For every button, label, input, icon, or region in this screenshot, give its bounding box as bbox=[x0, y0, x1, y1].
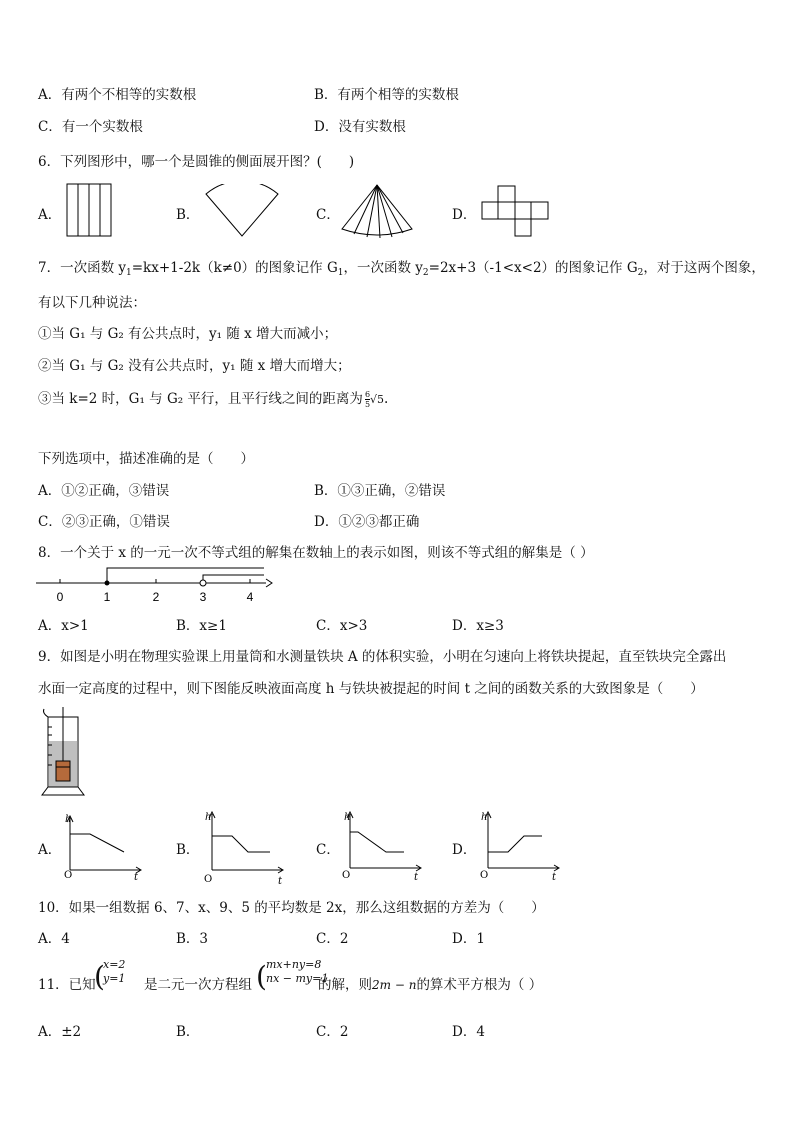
q9-cylinder-figure bbox=[38, 705, 88, 799]
q6-figure-sector bbox=[200, 184, 284, 240]
q5-option-a: A．有两个不相等的实数根 bbox=[38, 87, 197, 103]
q8-option-c: C．x>3 bbox=[316, 618, 368, 634]
q7-statement-3: ③当 k=2 时，G₁ 与 G₂ 平行，且平行线之间的距离为 $\frac{6}{5}$ √5. bbox=[38, 390, 389, 409]
q10-option-d: D．1 bbox=[452, 931, 485, 947]
q11-sol-x: x=2 bbox=[103, 958, 126, 971]
q7-statement-2: ②当 G₁ 与 G₂ 没有公共点时，y₁ 随 x 增大而增大； bbox=[38, 358, 351, 374]
q11-option-c: C．2 bbox=[316, 1024, 349, 1040]
q10-option-b: B．3 bbox=[176, 931, 209, 947]
q5-option-b: B．有两个相等的实数根 bbox=[314, 87, 459, 103]
q8-option-b: B．x≥1 bbox=[176, 618, 227, 634]
q7-option-b: B．①③正确，②错误 bbox=[314, 483, 446, 499]
q6-stem: 6．下列图形中，哪一个是圆锥的侧面展开图？( ) bbox=[38, 154, 355, 170]
q6-figure-cube-net bbox=[480, 184, 552, 238]
q9-c-origin: O bbox=[342, 870, 351, 881]
q9-option-b: B． bbox=[176, 842, 200, 858]
q5-option-d: D．没有实数根 bbox=[314, 119, 406, 135]
q9-d-axis-t: t bbox=[552, 872, 557, 882]
q11-option-d: D．4 bbox=[452, 1024, 485, 1040]
q8-option-a: A．x>1 bbox=[38, 618, 89, 634]
q9-a-origin: O bbox=[64, 870, 73, 881]
q9-stem-line2: 水面一定高度的过程中，则下图能反映液面高度 h 与铁块被提起的时间 t 之间的函数关系的大致图象是（ ） bbox=[38, 681, 704, 697]
q9-graph-d bbox=[476, 806, 564, 882]
q9-graph-b bbox=[200, 806, 290, 886]
q8-tick-0: 0 bbox=[56, 590, 64, 604]
q7-option-c: C．②③正确，①错误 bbox=[38, 514, 170, 530]
q9-option-d: D． bbox=[452, 842, 477, 858]
q8-option-d: D．x≥3 bbox=[452, 618, 504, 634]
q7-statement-1: ①当 G₁ 与 G₂ 有公共点时，y₁ 随 x 增大而减小； bbox=[38, 326, 338, 342]
q9-c-axis-t: t bbox=[414, 872, 419, 882]
q11-sol-y: y=1 bbox=[103, 972, 126, 985]
q9-graph-a bbox=[62, 810, 144, 882]
q11-eq-1: mx+ny=8 bbox=[266, 958, 322, 971]
q8-tick-3: 3 bbox=[199, 590, 207, 604]
q9-a-axis-h: h bbox=[65, 814, 72, 825]
q11-option-a: A．±2 bbox=[38, 1024, 82, 1040]
q7-stem-line1: 7．一次函数 $y_1=kx+1-2k(k\ne 0)$的图象记作 $G_1$，一次函数 $y_2=2x+3(-1<x<2)$的图象记作 $G_2$，对于这两个图象， bbox=[38, 260, 765, 278]
q8-number-line bbox=[34, 566, 274, 606]
q11-stem-mid: 是二元一次方程组 bbox=[144, 977, 252, 993]
q7-ask: 下列选项中，描述准确的是（ ） bbox=[38, 451, 254, 467]
q11-stem-pre: 11．已知 bbox=[38, 977, 96, 993]
q11-option-b: B． bbox=[176, 1024, 200, 1040]
q7-stem-line2: 有以下几种说法： bbox=[38, 295, 146, 311]
q9-d-axis-h: h bbox=[481, 812, 488, 823]
q6-figure-pyramid bbox=[340, 183, 416, 241]
q9-option-c: C． bbox=[316, 842, 340, 858]
q11-stem-post: 的解，则2m − n的算术平方根为（ ） bbox=[318, 977, 543, 993]
q9-c-axis-h: h bbox=[344, 812, 351, 823]
q9-b-origin: O bbox=[204, 874, 213, 885]
q8-stem: 8．一个关于 x 的一元一次不等式组的解集在数轴上的表示如图，则该不等式组的解集是（ ） bbox=[38, 545, 594, 561]
q6-option-b: B． bbox=[176, 207, 200, 223]
q6-option-a: A． bbox=[38, 207, 62, 223]
q6-option-c: C． bbox=[316, 207, 340, 223]
q9-b-axis-h: h bbox=[205, 812, 212, 823]
q9-d-origin: O bbox=[480, 870, 489, 881]
q9-b-axis-t: t bbox=[278, 876, 283, 886]
q11-system: ( mx+ny=8 nx − my=1 bbox=[256, 958, 329, 993]
q8-tick-1: 1 bbox=[103, 590, 111, 604]
q6-option-d: D． bbox=[452, 207, 477, 223]
q9-a-axis-t: t bbox=[134, 872, 139, 882]
q7-option-a: A．①②正确，③错误 bbox=[38, 483, 170, 499]
q8-tick-2: 2 bbox=[152, 590, 160, 604]
q6-figure-rectangles bbox=[66, 183, 114, 239]
q9-graph-c bbox=[340, 806, 426, 882]
q10-option-c: C．2 bbox=[316, 931, 349, 947]
q9-stem-line1: 9．如图是小明在物理实验课上用量筒和水测量铁块 A 的体积实验，小明在匀速向上将铁块提起，直至铁块完全露出 bbox=[38, 649, 727, 665]
q11-solution: ( x=2 y=1 bbox=[94, 958, 126, 993]
q10-option-a: A．4 bbox=[38, 931, 70, 947]
q10-stem: 10．如果一组数据 6、7、x、9、5 的平均数是 2x，那么这组数据的方差为（ ） bbox=[38, 900, 545, 916]
q9-option-a: A． bbox=[38, 842, 62, 858]
q8-tick-4: 4 bbox=[246, 590, 254, 604]
q5-option-c: C．有一个实数根 bbox=[38, 119, 143, 135]
q11-eq-2: nx − my=1 bbox=[266, 972, 329, 985]
q7-option-d: D．①②③都正确 bbox=[314, 514, 420, 530]
